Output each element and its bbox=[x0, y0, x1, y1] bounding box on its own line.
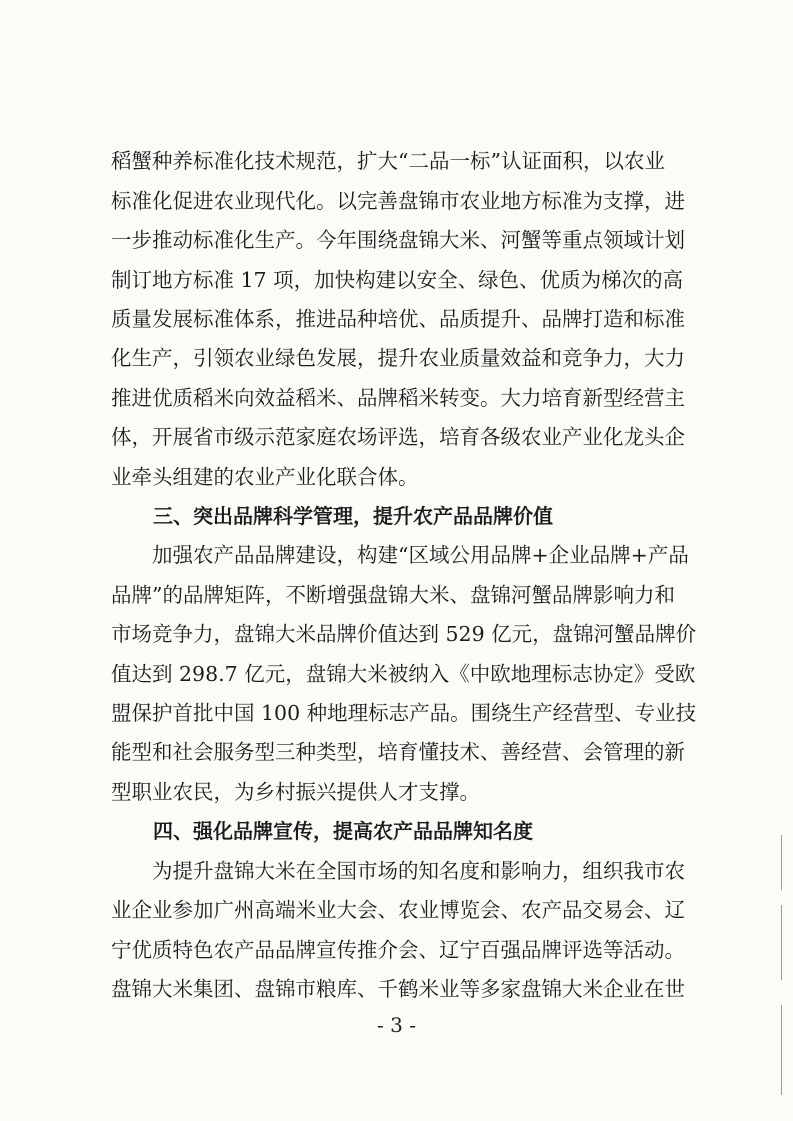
body-text-line: 加强农产品品牌建设，构建“区域公用品牌+企业品牌+产品 bbox=[152, 543, 689, 567]
body-text-line: 品牌”的品牌矩阵，不断增强盘锦大米、盘锦河蟹品牌影响力和 bbox=[111, 583, 675, 607]
body-text-line: 盟保护首批中国 100 种地理标志产品。围绕生产经营型、专业技 bbox=[111, 701, 697, 725]
body-text-line: 为提升盘锦大米在全国市场的知名度和影响力，组织我市农 bbox=[152, 859, 685, 883]
scan-edge-mark bbox=[781, 905, 782, 980]
scan-edge-mark bbox=[781, 1005, 782, 1095]
body-text-line: 一步推动标准化生产。今年围绕盘锦大米、河蟹等重点领域计划 bbox=[111, 228, 685, 252]
scan-edge-mark bbox=[781, 835, 782, 890]
body-text-line: 制订地方标准 17 项，加快构建以安全、绿色、优质为梯次的高 bbox=[111, 268, 684, 292]
section-heading-4: 四、强化品牌宣传，提高农产品品牌知名度 bbox=[153, 819, 533, 843]
body-text-line: 标准化促进农业现代化。以完善盘锦市农业地方标准为支撑，进 bbox=[111, 189, 685, 213]
body-text-line: 值达到 298.7 亿元，盘锦大米被纳入《中欧地理标志协定》受欧 bbox=[111, 662, 696, 686]
body-text-line: 宁优质特色农产品品牌宣传推介会、辽宁百强品牌评选等活动。 bbox=[111, 938, 685, 962]
body-text-line: 体，开展省市级示范家庭农场评选，培育各级农业产业化龙头企 bbox=[111, 425, 685, 449]
body-text-line: 业企业参加广州高端米业大会、农业博览会、农产品交易会、辽 bbox=[111, 898, 685, 922]
body-text-line: 稻蟹种养标准化技术规范，扩大“二品一标”认证面积，以农业 bbox=[111, 149, 665, 173]
body-text-line: 化生产，引领农业绿色发展，提升农业质量效益和竞争力，大力 bbox=[111, 346, 685, 370]
body-text-line: 能型和社会服务型三种类型，培育懂技术、善经营、会管理的新 bbox=[111, 740, 685, 764]
section-heading-3: 三、突出品牌科学管理，提升农产品品牌价值 bbox=[153, 504, 553, 528]
page-number: - 3 - bbox=[377, 1013, 416, 1037]
body-text-line: 推进优质稻米向效益稻米、品牌稻米转变。大力培育新型经营主 bbox=[111, 386, 685, 410]
body-text-line: 质量发展标准体系，推进品种培优、品质提升、品牌打造和标准 bbox=[111, 307, 685, 331]
body-text-line: 型职业农民，为乡村振兴提供人才支撑。 bbox=[111, 780, 480, 804]
body-text-line: 业牵头组建的农业产业化联合体。 bbox=[111, 465, 419, 489]
body-text-line: 市场竞争力，盘锦大米品牌价值达到 529 亿元，盘锦河蟹品牌价 bbox=[111, 622, 697, 646]
body-text-line: 盘锦大米集团、盘锦市粮库、千鹤米业等多家盘锦大米企业在世 bbox=[111, 977, 685, 1001]
